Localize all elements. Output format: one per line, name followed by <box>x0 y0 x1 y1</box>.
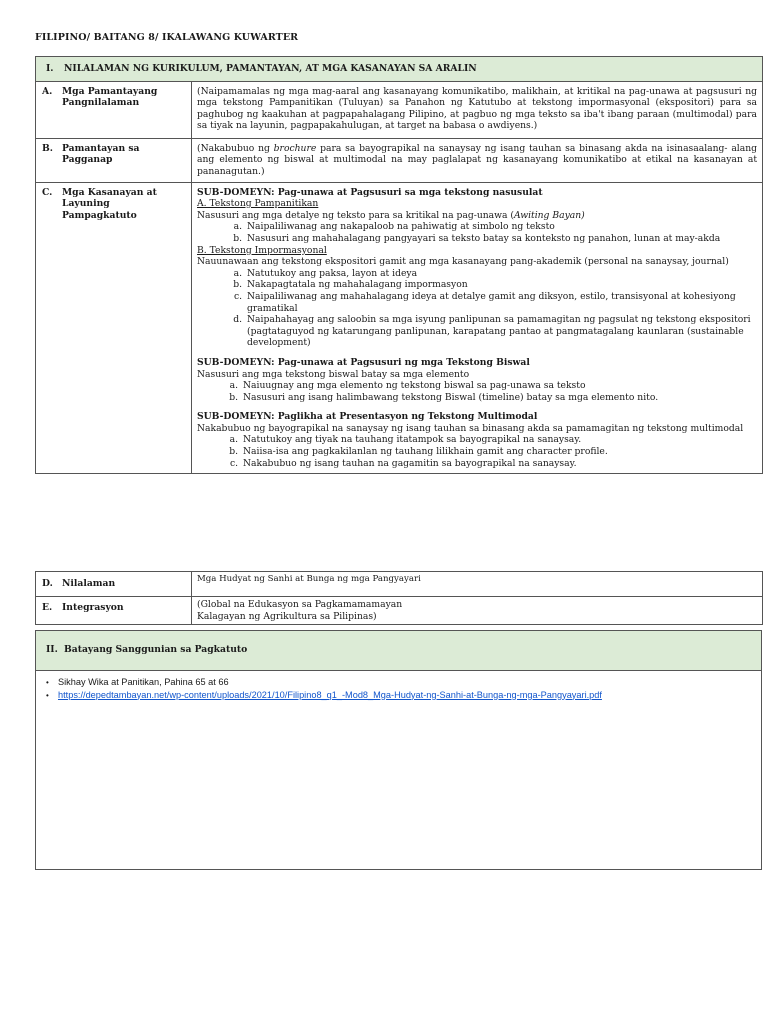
section-2-number: II. <box>46 644 58 655</box>
section-1-number: I. <box>46 63 54 74</box>
content-integration-table <box>35 571 763 625</box>
reference-book: • Sikhay Wika at Panitikan, Pahina 65 at 66 <box>58 676 753 689</box>
row-a-content: (Naipamamalas ng mga mag-aaral ang kasanayang komunikatibo, malikhain, at kritikal na pag-unawa at pagsusuri ng mga tekstong Pampanitikan (Tuluyan) sa Panahon ng Katutubo at tekstong impormasyonal (ekspositori) para sa paghubog ng kaakuhan at pagpapahalagang Pilipino, at pagbuo ng mga teksto sa iba't ibang paraan (multimodal) para sa tiyak na layunin, pagpapakahulugan, at target na babasa o awdiyens.) <box>192 81 763 138</box>
row-c-key: C. <box>42 186 53 198</box>
part-a-text-main: Nasusuri ang mga detalye ng teksto para sa kritikal na pag-unawa ( <box>197 209 514 221</box>
reference-link[interactable]: https://depedtambayan.net/wp-content/uploads/2021/10/Filipino8_q1_-Mod8_Mga-Hudyat-ng-Sanhi-at-Bunga-ng-mga-Pangyayari.pdf <box>58 689 602 700</box>
list-item: b. Nakapagtatala ng mahahalagang impormasyon <box>245 279 757 291</box>
sub-domain-2-text: Nasusuri ang mga tekstong biswal batay sa mga elemento <box>197 368 470 380</box>
row-b-key: B. <box>42 142 53 154</box>
references-list <box>44 676 753 702</box>
sub-domain-1-title: SUB-DOMEYN: Pag-unawa at Pagsusuri sa mga tekstong nasusulat <box>197 186 543 198</box>
row-b-text-em: brochure <box>273 142 317 154</box>
list-item: a. Natutukoy ang tiyak na tauhang itatampok sa bayograpikal na sanaysay. <box>241 434 757 446</box>
list-item: b. Nasusuri ang mahahalagang pangyayari sa teksto batay sa konteksto ng panahon, lunan at may-akda <box>245 233 757 245</box>
part-a-list <box>197 221 757 244</box>
references-table <box>35 630 762 870</box>
row-d-key: D. <box>42 578 53 589</box>
section-2-header <box>36 631 762 671</box>
list-item: a. Natutukoy ang paksa, layon at ideya <box>245 268 757 280</box>
row-e-line-1: (Global na Edukasyon sa Pagkamamamayan <box>197 599 403 610</box>
row-c-content <box>192 182 763 474</box>
row-a-label: Mga Pamantayang Pangnilalaman <box>62 85 158 109</box>
references-cell <box>36 670 762 869</box>
list-item: c. Nakabubuo ng isang tauhan na gagamitin sa bayograpikal na sanaysay. <box>241 458 757 470</box>
section-1-title: NILALAMAN NG KURIKULUM, PAMANTAYAN, AT MGA KASANAYAN SA ARALIN <box>64 63 477 74</box>
row-e-label: Integrasyon <box>62 602 124 613</box>
row-b-text-post: para sa bayograpikal na sanaysay ng isang tauhan sa binasang akda na isinasaalang- alang ang elemento ng biswal at multimodal na may paglalapat ng kasanayang komunikatibo at etikal na kasanayan at pananagutan.) <box>197 142 758 177</box>
row-a-key: A. <box>42 85 53 97</box>
row-b-label-cell <box>36 138 192 182</box>
sub-domain-2-title: SUB-DOMEYN: Pag-unawa at Pagsusuri ng mga Tekstong Biswal <box>197 356 530 368</box>
row-c-label-cell <box>36 182 192 474</box>
sub-domain-3-title: SUB-DOMEYN: Paglikha at Presentasyon ng Tekstong Multimodal <box>197 411 538 423</box>
list-item: b. Nasusuri ang isang halimbawang tekstong Biswal (timeline) batay sa mga elemento nito. <box>241 392 757 404</box>
part-b-list <box>197 268 757 349</box>
row-e-key: E. <box>42 602 53 613</box>
sub-domain-3-list <box>197 434 757 469</box>
row-d-content: Mga Hudyat ng Sanhi at Bunga ng mga Pangyayari <box>192 572 763 597</box>
reference-link-item <box>58 689 753 702</box>
row-e-label-cell <box>36 597 192 625</box>
part-a-text-em: Awiting Bayan) <box>513 209 585 221</box>
list-item: c. Naipaliliwanag ang mahahalagang ideya at detalye gamit ang diksyon, estilo, transisyonal at kohesiyong gramatikal <box>245 291 757 314</box>
row-b-label: Pamantayan sa Pagganap <box>62 142 140 166</box>
row-c <box>36 182 763 474</box>
curriculum-table <box>35 56 763 474</box>
sub-domain-2-list <box>197 380 757 403</box>
part-b-title: B. Tekstong Impormasyonal <box>197 244 327 256</box>
row-d <box>36 572 763 597</box>
list-item: a. Naipaliliwanag ang nakapaloob na pahiwatig at simbolo ng teksto <box>245 221 757 233</box>
sub-domain-3-text: Nakabubuo ng bayograpikal na sanaysay ng isang tauhan sa binasang akda sa pamamagitan ng tekstong multimodal <box>197 422 744 434</box>
part-b-text: Nauunawaan ang tekstong ekspositori gamit ang mga kasanayang pang-akademik (personal na sanaysay, journal) <box>197 256 729 268</box>
list-item: b. Naiisa-isa ang pagkakilanlan ng tauhang lilikhain gamit ang character profile. <box>241 446 757 458</box>
row-e-content <box>192 597 763 625</box>
section-1-header <box>36 57 763 82</box>
list-item: a. Naiuugnay ang mga elemento ng tekstong biswal sa pag-unawa sa teksto <box>241 380 757 392</box>
row-d-label-cell <box>36 572 192 597</box>
part-a-text <box>197 210 757 222</box>
row-e <box>36 597 763 625</box>
row-b <box>36 138 763 182</box>
section-2-title: Batayang Sanggunian sa Pagkatuto <box>64 644 248 655</box>
row-c-label: Mga Kasanayan at Layuning Pampagkatuto <box>62 186 157 221</box>
row-e-line-2: Kalagayan ng Agrikultura sa Pilipinas) <box>197 610 377 622</box>
document-header: FILIPINO/ BAITANG 8/ IKALAWANG KUWARTER <box>35 32 299 43</box>
row-a-label-cell <box>36 81 192 138</box>
row-b-text-pre: (Nakabubuo ng <box>197 142 274 154</box>
row-d-label: Nilalaman <box>62 578 116 589</box>
list-item: d. Naipahahayag ang saloobin sa mga isyung panlipunan sa pamamagitan ng pagsulat ng tekstong ekspositori (pagtataguyod ng katarungang panlipunan, karapatang pantao at pangmatagalang kaunlaran (sustainable development) <box>245 314 757 349</box>
row-a <box>36 81 763 138</box>
part-a-title: A. Tekstong Pampanitikan <box>197 198 319 210</box>
row-b-content <box>192 138 763 182</box>
